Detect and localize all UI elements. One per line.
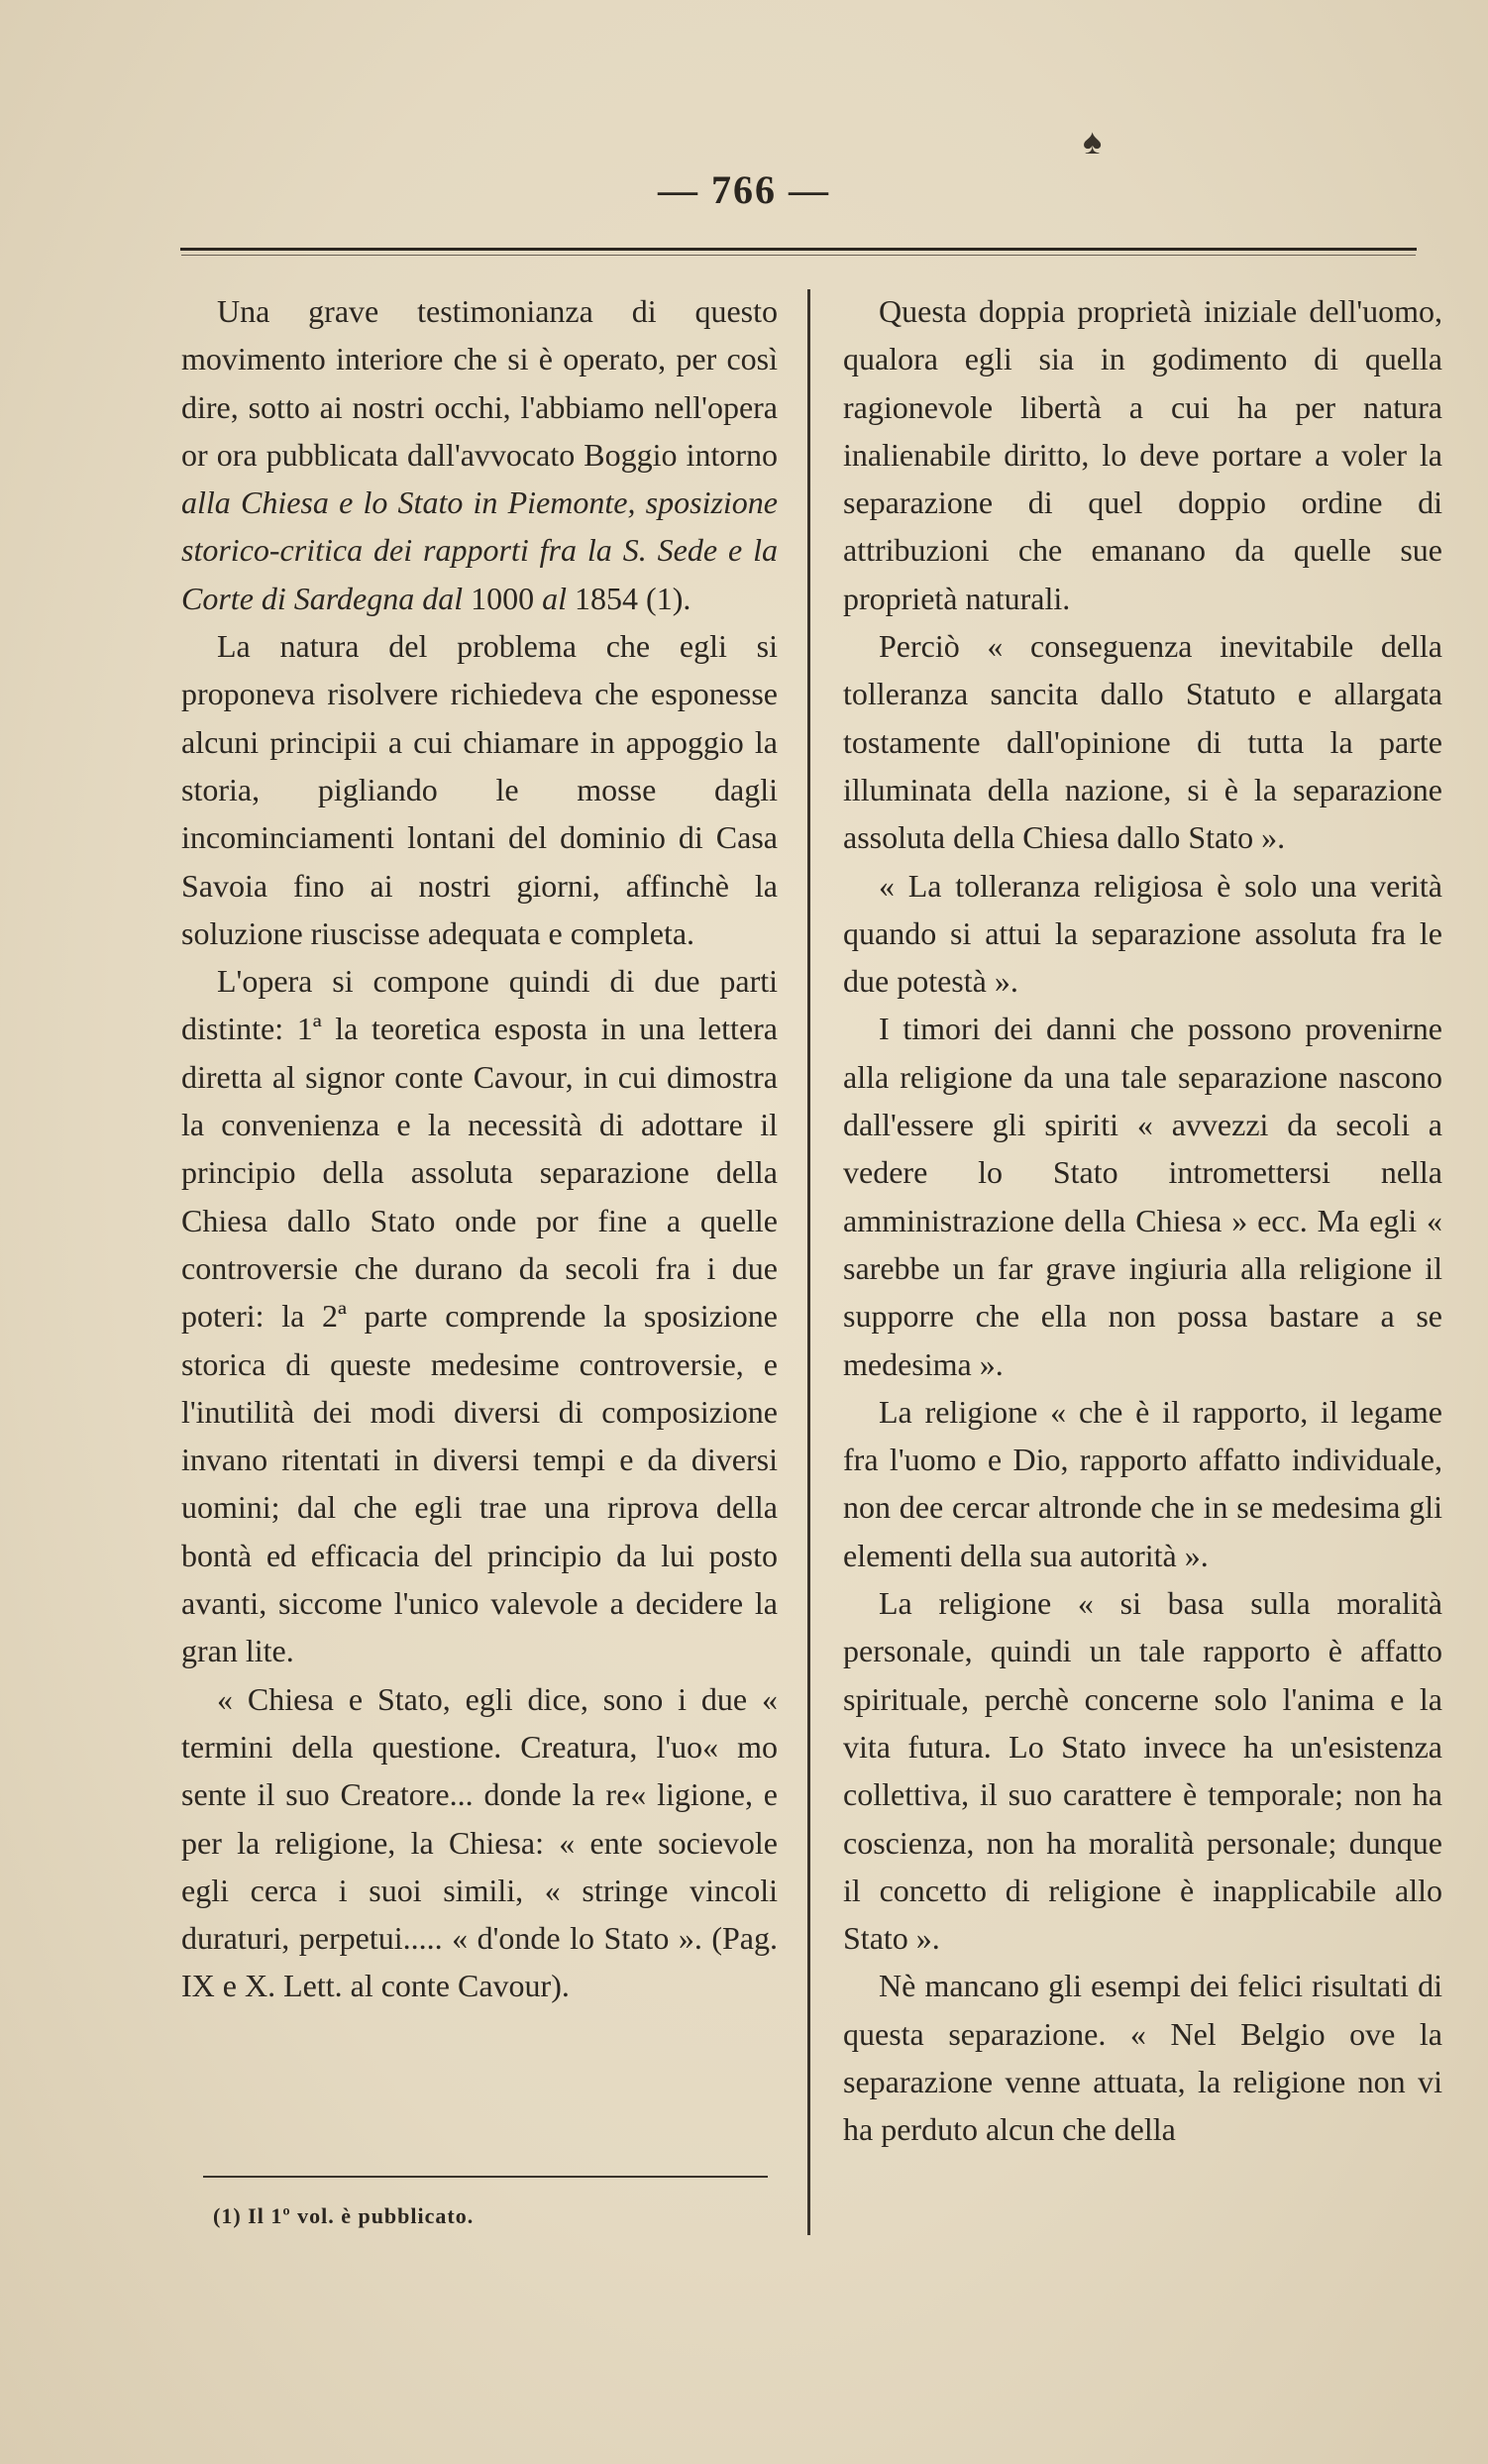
paragraph: Nè mancano gli esempi dei felici risultati di questa separazione. « Nel Belgio ove la separazione venne attuata, la religione non vi ha perduto alcun che della xyxy=(843,1968,1442,2148)
paragraph: L'opera si compone quindi di due parti distinte: 1ª la teoretica esposta in una lettera diretta al signor conte Cavour, in cui dimostra la convenienza e la necessità di adottare il principio della assoluta separazione della Chiesa dallo Stato onde por fine a quelle controversie che durano da secoli fra i due poteri: la 2ª parte comprende la sposizione storica di queste medesime controversie, e l'inutilità dei modi diversi di composizione invano ritentati in diversi tempi e da diversi uomini; dal che egli trae una riprova della bontà ed efficacia del principio da lui posto avanti, siccome l'unico valevole a decidere la gran lite. xyxy=(181,963,778,1669)
column-divider xyxy=(807,289,810,2235)
footnote-rule xyxy=(203,2176,768,2178)
header-rule xyxy=(180,248,1417,251)
paragraph: I timori dei danni che possono provenirne alla religione da una tale separazione nascono dall'essere gli spiriti « avvezzi da secoli a vedere lo Stato intromettersi nella amministrazione della Chiesa » ecc. Ma egli « sarebbe un far grave ingiuria alla religione il supporre che ella non possa bastare a se medesima ». xyxy=(843,1011,1442,1382)
paragraph-text: Una grave testimonianza di questo movimento interiore che si è operato, per così dire, sotto ai nostri occhi, l'abbiamo nell'opera or ora pubblicata dall'avvocato Boggio intorno xyxy=(181,293,778,473)
book-title: al xyxy=(542,580,568,616)
left-column xyxy=(181,287,778,2010)
right-column xyxy=(843,287,1442,2154)
paragraph xyxy=(181,287,778,622)
page-number: — 766 — xyxy=(658,167,830,212)
paragraph: Perciò « conseguenza inevitabile della tolleranza sancita dallo Statuto e allargata tostamente dall'opinione di tutta la parte illuminata della nazione, si è la separazione assoluta della Chiesa dallo Stato ». xyxy=(843,628,1442,856)
paragraph: La religione « che è il rapporto, il legame fra l'uomo e Dio, rapporto affatto individuale, non dee cercar altronde che in se medesima gli elementi della sua autorità ». xyxy=(843,1393,1442,1573)
quote-paragraph: « Chiesa e Stato, egli dice, sono i due « termini della questione. Creatura, l'uo« mo sente il suo Creatore... donde la re« ligione, e per la religione, la Chiesa: « ente socievole egli cerca i suoi simili, « stringe vincoli duraturi, perpetui..... « d'onde lo Stato ». (Pag. IX e X. Lett. al conte Cavour). xyxy=(181,1680,778,2004)
paragraph: Questa doppia proprietà iniziale dell'uomo, qualora egli sia in godimento di quella ragionevole libertà a cui ha per natura inalienabile diritto, lo deve portare a voler la separazione di quel doppio ordine di attribuzioni che emanano da quelle sue proprietà naturali. xyxy=(843,293,1442,616)
book-title: alla Chiesa e lo Stato in Piemonte, sposizione storico-critica dei rapporti fra la S. Sede e la Corte di Sardegna dal xyxy=(181,484,778,616)
ink-mark: ♠ xyxy=(1083,122,1103,161)
paragraph-text: 1854 (1). xyxy=(567,580,691,616)
paragraph: « La tolleranza religiosa è solo una verità quando si attui la separazione assoluta fra le due potestà ». xyxy=(843,867,1442,1000)
paragraph-text: 1000 xyxy=(463,580,543,616)
paragraph: La religione « si basa sulla moralità personale, quindi un tale rapporto è affatto spirituale, perchè concerne solo l'anima e la vita futura. Lo Stato invece ha un'esistenza collettiva, il suo carattere è temporale; non ha coscienza, non ha moralità personale; dunque il concetto di religione è inapplicabile allo Stato ». xyxy=(843,1585,1442,1957)
footnote: (1) Il 1º vol. è pubblicato. xyxy=(213,2203,475,2228)
paragraph: La natura del problema che egli si proponeva risolvere richiedeva che esponesse alcuni principii a cui chiamare in appoggio la storia, pigliando le mosse dagli incominciamenti lontani del dominio di Casa Savoia fino ai nostri giorni, affinchè la soluzione riuscisse adequata e completa. xyxy=(181,628,778,951)
